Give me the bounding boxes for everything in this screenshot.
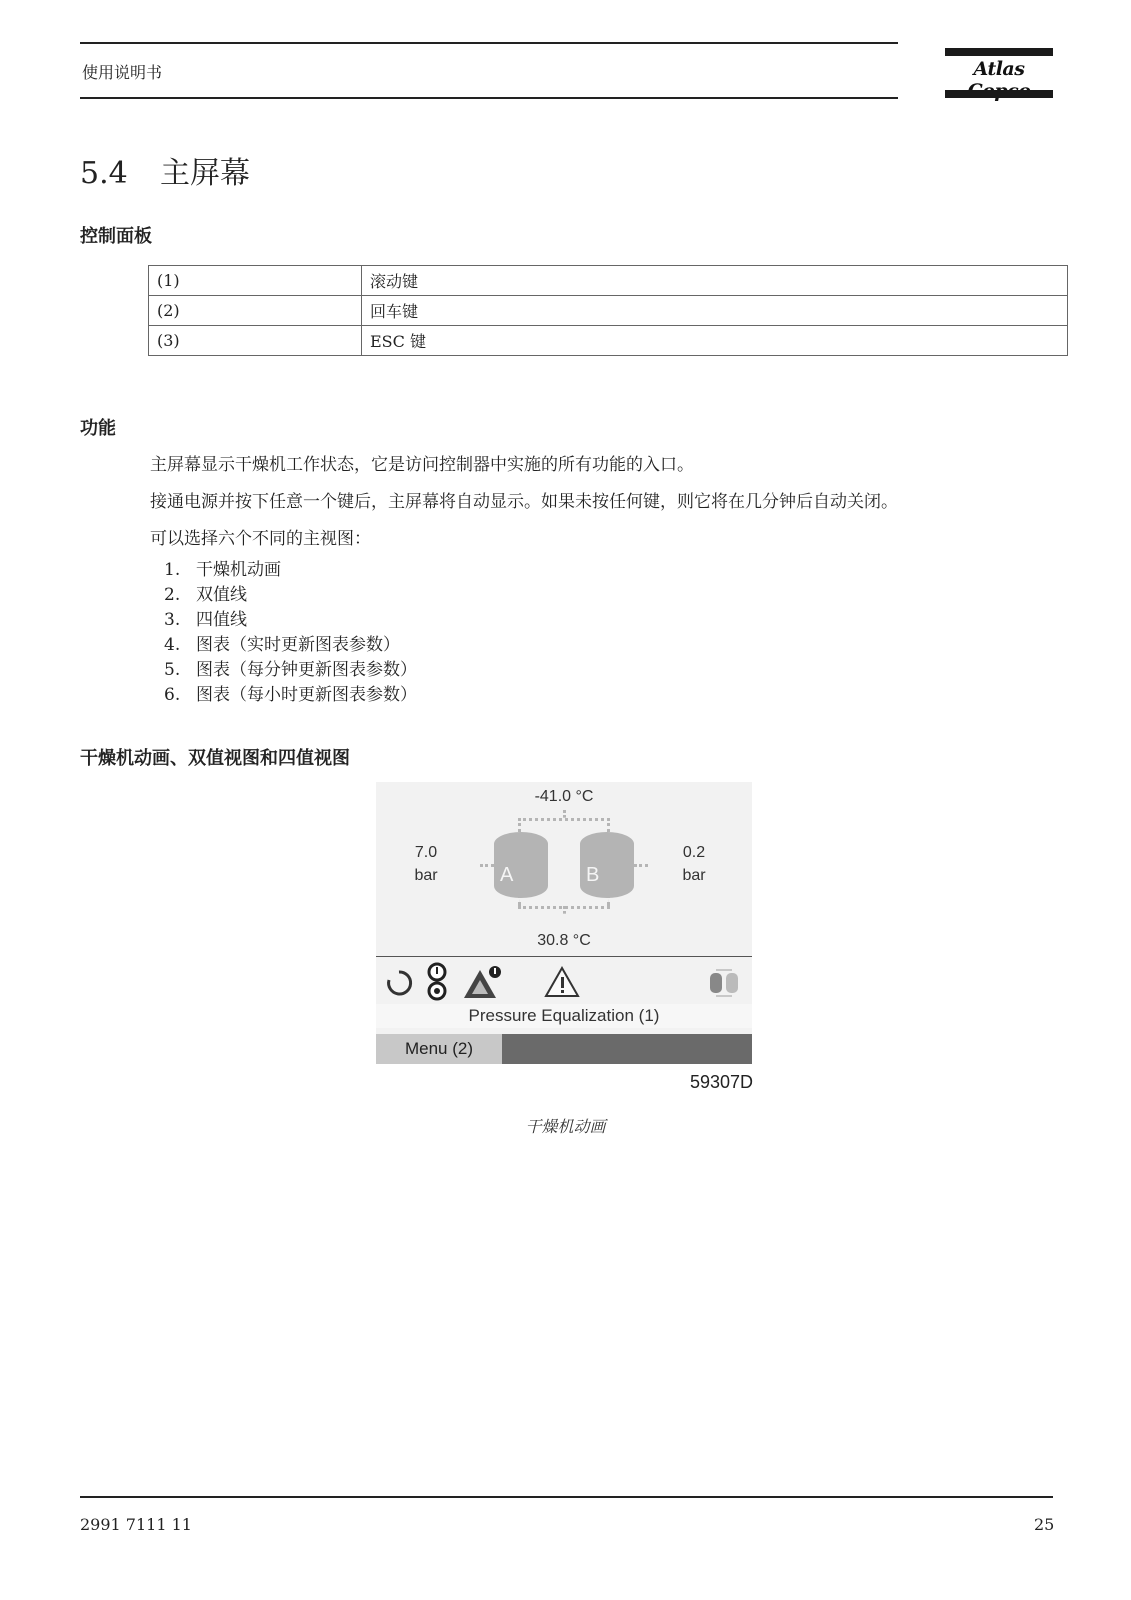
function-paragraph: 可以选择六个不同的主视图： [150, 529, 371, 549]
pipe-top-stub [563, 810, 566, 818]
table-cell-id: (1) [149, 266, 362, 296]
menu-button[interactable] [376, 1034, 502, 1064]
function-heading: 功能 [80, 418, 116, 439]
table-cell-id: (2) [149, 296, 362, 326]
warning-triangle-icon [544, 966, 580, 998]
table-cell-label: 回车键 [362, 296, 1068, 326]
document-number: 2991 7111 11 [80, 1515, 192, 1534]
indicator-icon [426, 962, 448, 1002]
footer-rule [80, 1496, 1053, 1498]
list-item: 3. 四值线 [164, 610, 247, 630]
menu-bar [376, 1034, 752, 1064]
pipe-inlet [480, 864, 494, 867]
table-row [149, 296, 1068, 326]
section-title: 主屏幕 [160, 156, 250, 191]
pipe-outlet [634, 864, 648, 867]
header-rule-top [80, 42, 898, 44]
table-row [149, 266, 1068, 296]
service-warning-icon [462, 964, 504, 1000]
control-panel-heading: 控制面板 [80, 226, 152, 247]
atlas-copco-logo: Atlas [973, 58, 1025, 80]
pipe-top-right [607, 818, 610, 832]
controller-screen [376, 782, 752, 1064]
logo-bar-bottom [945, 90, 1053, 98]
refresh-icon [384, 968, 414, 998]
views-heading: 干燥机动画、双值视图和四值视图 [80, 748, 350, 769]
header-rule-bottom [80, 97, 898, 99]
inlet-pressure-unit: bar [414, 867, 438, 884]
section-number: 5.4 [80, 156, 128, 191]
function-paragraph: 接通电源并按下任意一个键后，主屏幕将自动显示。如果未按任何键，则它将在几分钟后自动关闭。 [150, 492, 898, 512]
table-cell-label: ESC 键 [362, 326, 1068, 356]
main-view-list [150, 558, 417, 708]
figure-caption: 干燥机动画 [525, 1117, 606, 1136]
list-item: 1. 干燥机动画 [164, 560, 281, 580]
menu-label: Menu [404, 1039, 448, 1058]
function-paragraph: 主屏幕显示干燥机工作状态，它是访问控制器中实施的所有功能的入口。 [150, 455, 694, 475]
vessel-a: A [494, 832, 548, 898]
control-panel-table [148, 265, 1068, 356]
inlet-temperature: 30.8 °C [537, 932, 591, 949]
list-item: 5. 图表（每分钟更新图表参数） [164, 660, 417, 680]
table-row [149, 326, 1068, 356]
list-item: 4. 图表（实时更新图表参数） [164, 635, 400, 655]
screen-divider [376, 956, 752, 957]
vessel-b: B [580, 832, 634, 898]
pipe-top-left [518, 818, 521, 832]
menu-callout: (2) [452, 1039, 474, 1058]
pipe-top [518, 818, 610, 821]
table-cell-id: (3) [149, 326, 362, 356]
page-number: 25 [1034, 1515, 1055, 1534]
dryer-vessels-icon [708, 968, 742, 998]
pipe-bottom-stub [563, 906, 566, 914]
outlet-temperature: -41.0 °C [534, 788, 594, 805]
inlet-pressure-value: 7.0 [414, 844, 438, 861]
status-callout: (1) [638, 1006, 660, 1025]
list-item: 2. 双值线 [164, 585, 247, 605]
section-heading [80, 148, 250, 192]
logo-bar-top [945, 48, 1053, 56]
header-title: 使用说明书 [82, 63, 163, 82]
status-text: Pressure Equalization [468, 1006, 634, 1025]
figure-code: 59307D [690, 1072, 754, 1092]
outlet-pressure-unit: bar [682, 867, 706, 884]
outlet-pressure-value: 0.2 [682, 844, 706, 861]
list-item: 6. 图表（每小时更新图表参数） [164, 685, 417, 705]
table-cell-label: 滚动键 [362, 266, 1068, 296]
status-line [376, 1004, 752, 1028]
